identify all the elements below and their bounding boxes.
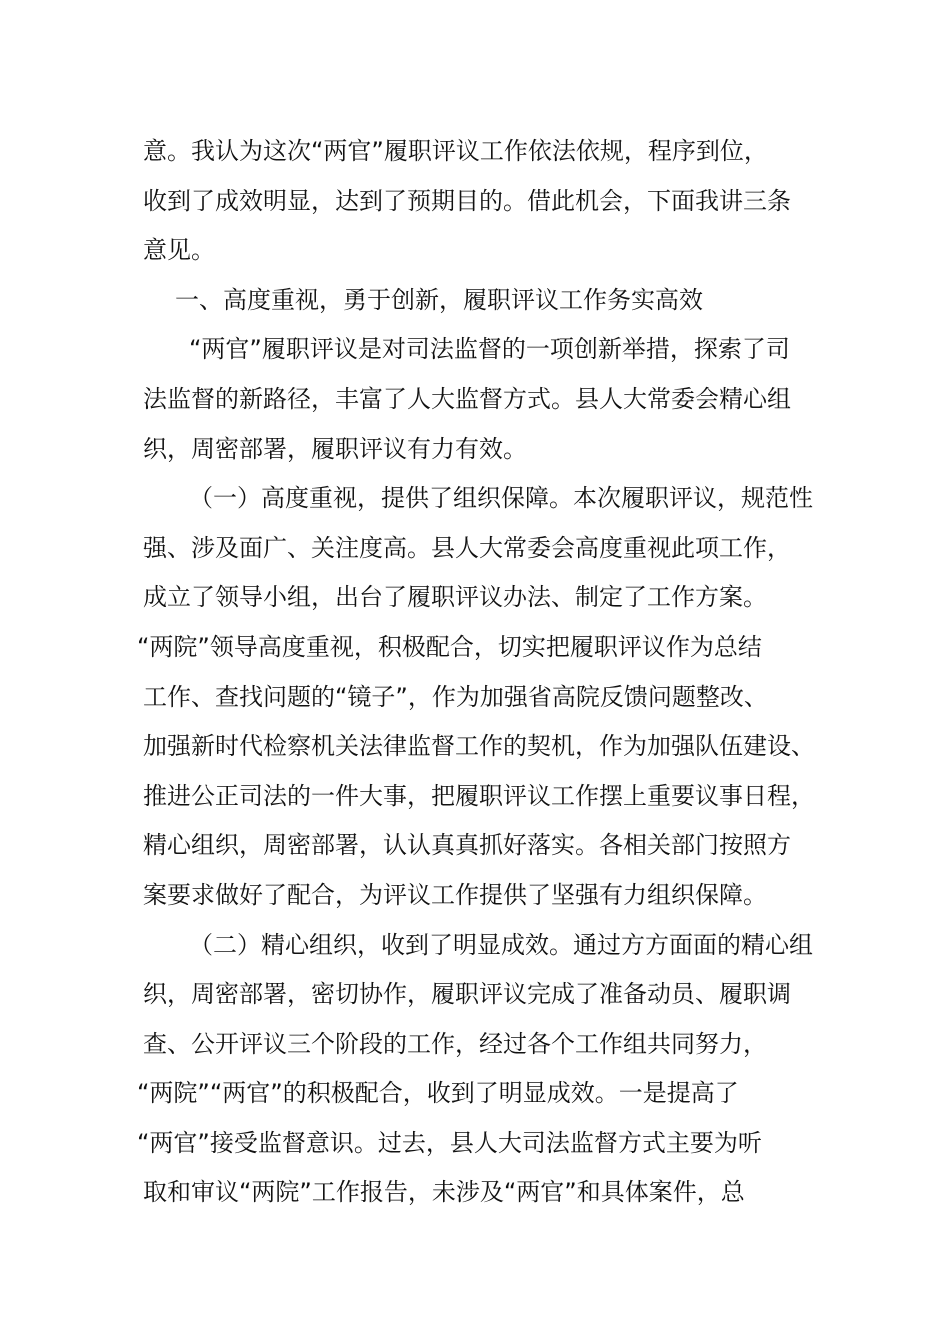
text-line: 工作、查找问题的“镜子”，作为加强省高院反馈问题整改、: [143, 682, 768, 711]
text-line: 案要求做好了配合，为评议工作提供了坚强有力组织保障。: [143, 880, 767, 909]
text-line: 收到了成效明显，达到了预期目的。借此机会，下面我讲三条: [143, 186, 791, 215]
text-line: “两院”领导高度重视，积极配合，切实把履职评议作为总结: [137, 632, 762, 661]
text-line: 意见。: [143, 236, 215, 265]
text-line: 加强新时代检察机关法律监督工作的契机，作为加强队伍建设、: [143, 732, 815, 761]
text-line: 织，周密部署，密切协作，履职评议完成了准备动员、履职调: [143, 980, 791, 1009]
text-line: 意。我认为这次“两官”履职评议工作依法依规，程序到位，: [143, 137, 768, 165]
subsection-heading: （二）精心组织，收到了明显成效。通过方方面面的精心组: [189, 930, 813, 959]
text-line: 取和审议“两院”工作报告，未涉及“两官”和具体案件，总: [143, 1178, 745, 1207]
text-line: 查、公开评议三个阶段的工作，经过各个工作组共同努力，: [143, 1029, 767, 1058]
text-line: 成立了领导小组，出台了履职评议办法、制定了工作方案。: [143, 583, 767, 612]
text-line: “两院”“两官”的积极配合，收到了明显成效。一是提高了: [137, 1079, 739, 1108]
text-line: 推进公正司法的一件大事，把履职评议工作摆上重要议事日程，: [143, 781, 815, 810]
document-body: [137, 127, 823, 1218]
paragraph-start: “两官”履职评议是对司法监督的一项创新举措，探索了司: [189, 335, 790, 364]
text-line: 法监督的新路径，丰富了人大监督方式。县人大常委会精心组: [143, 384, 791, 413]
text-line: “两官”接受监督意识。过去，县人大司法监督方式主要为听: [137, 1128, 762, 1157]
text-line: 精心组织，周密部署，认认真真抓好落实。各相关部门按照方: [143, 831, 791, 860]
subsection-heading: （一）高度重视，提供了组织保障。本次履职评议，规范性: [189, 484, 813, 513]
text-line: 强、涉及面广、关注度高。县人大常委会高度重视此项工作，: [143, 533, 791, 562]
section-heading: 一、高度重视，勇于创新，履职评议工作务实高效: [175, 285, 703, 314]
text-line: 织，周密部署，履职评议有力有效。: [143, 434, 527, 463]
